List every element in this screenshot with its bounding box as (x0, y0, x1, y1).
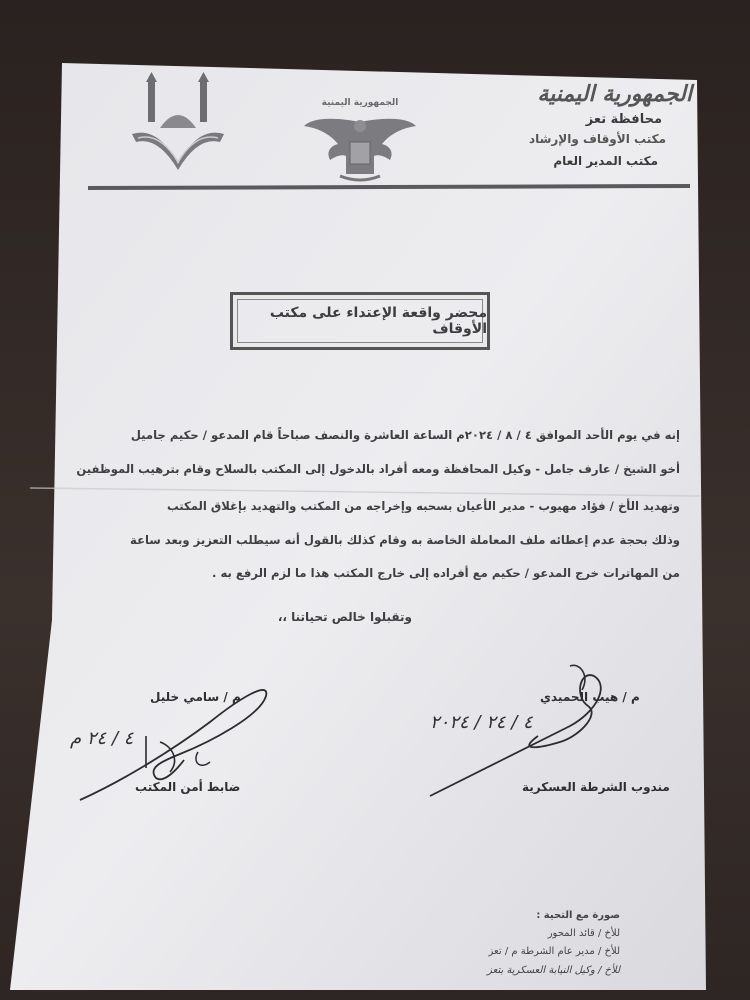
governorate: محافظة تعز (585, 112, 662, 127)
document-title: محضر واقعة الإعتداء على مكتب الأوقاف (230, 292, 490, 350)
cc-item-2: للأخ / مدير عام الشرطة م / تعز (488, 946, 620, 957)
closing-line: وتقبلوا خالص تحياتنا ،، (277, 610, 412, 624)
emblem-caption: الجمهورية اليمنية (321, 98, 399, 108)
mosque-book-logo-icon (128, 72, 228, 172)
office-name: مكتب الأوقاف والإرشاد (528, 132, 666, 146)
left-signer-role: ضابط أمن المكتب (135, 780, 241, 794)
republic-title: الجمهورية اليمنية (537, 82, 692, 107)
director-office: مكتب المدير العام (553, 154, 658, 168)
right-signer-name: م / هيب الحميدي (540, 690, 640, 704)
cc-item-1: للأخ / قائد المحور (547, 928, 620, 939)
eagle-emblem-icon (300, 112, 420, 184)
body-line-5: من المهاترات خرج المدعو / حكيم مع أفراده إلى خارج المكتب هذا ما لزم الرفع به . (212, 566, 680, 580)
body-line-1: إنه في يوم الأحد الموافق ٤ / ٨ / ٢٠٢٤م الساعة العاشرة والنصف صباحاً قام المدعو / حكيم جاميل (130, 428, 680, 442)
right-signature-date: ٤ / ٢٤ / ٢٠٢٤ (430, 712, 533, 733)
body-line-4: وذلك بحجة عدم إعطائه ملف المعاملة الخاصة به وقام كذلك بالقول أنه سيطلب التعزيز وبعد ساعة (130, 533, 680, 547)
right-signer-role: مندوب الشرطة العسكرية (522, 780, 670, 794)
body-line-3: وتهديد الأخ / فؤاد مهيوب - مدير الأعيان بسحبه وإخراجه من المكتب والتهديد بإغلاق المكتب (167, 499, 680, 513)
body-line-2: أخو الشيخ / عارف جامل - وكيل المحافظة ومعه أفراد بالدخول إلى المكتب بالسلاح وقام بترهيب الموظفين (76, 462, 680, 476)
body-paragraph (76, 428, 680, 598)
cc-item-3: للأخ / وكيل النيابة العسكرية بتعز (487, 965, 620, 976)
cc-list (440, 910, 620, 990)
left-signature-date: ٤ / ٢٤ م (70, 728, 134, 749)
cc-heading: صورة مع التحية : (536, 910, 620, 921)
letterhead (440, 82, 692, 182)
left-signer-name: م / سامي خليل (150, 690, 241, 704)
